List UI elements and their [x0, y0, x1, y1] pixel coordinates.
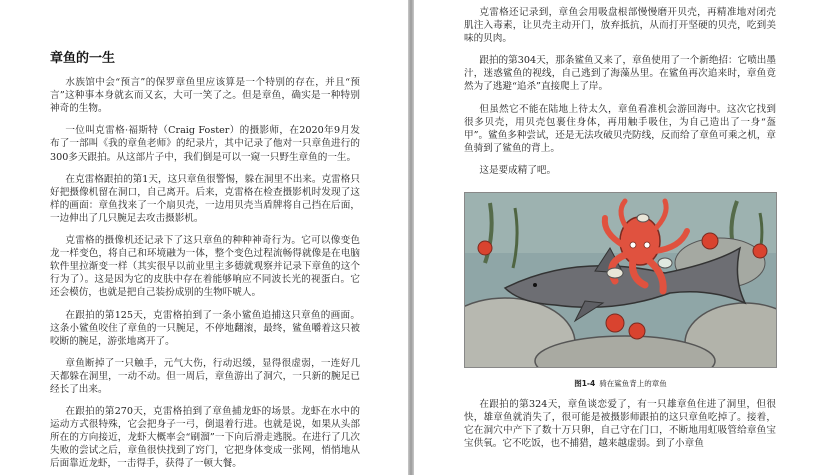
left-page: [0, 0, 408, 475]
paragraph: 在跟拍的第125天，克雷格拍到了一条小鲨鱼追捕这只章鱼的画面。这条小鲨鱼咬住了章鱼的一只腕足，不停地翻滚，最终，鲨鱼嚼着这只被咬断的腕足，游张地离开了。: [50, 309, 360, 347]
paragraph: 水族馆中会“预言”的保罗章鱼里应该算是一个特别的存在，并且“预言”这种事本身就玄而又玄，大可一笑了之。但是章鱼，确实是一种特别神奇的生物。: [50, 77, 360, 115]
paragraph: 在克雷格跟拍的第1天，这只章鱼很警惕，躲在洞里不出来。克雷格只好把摄像机留在洞口，自己离开。后来，克雷格在检查摄影机时发现了这样的画面：章鱼找来了一个扇贝壳，一边用贝壳当盾牌将自己挡在后面，一边伸出了几只腕足去攻击摄影机。: [50, 173, 360, 224]
right-page: [414, 0, 822, 475]
chapter-title: 章鱼的一生: [50, 51, 116, 66]
paragraph: 但虽然它不能在陆地上待太久，章鱼看准机会游回海中。这次它找到很多贝壳，用贝壳包裹住身体，再用触手吸住，为自己造出了一身“盔甲”。鲨鱼多种尝试，还是无法攻破贝壳防线，反而给了章鱼可乘之机，章鱼骑到了鲨鱼的背上。: [464, 103, 776, 154]
paragraph: 跟拍的第304天，那条鲨鱼又来了，章鱼使用了一个新绝招：它喷出墨汁，迷惑鲨鱼的视线，自己逃到了海藻丛里。在鲨鱼再次追来时，章鱼竟然为了逃避“追杀”直接爬上了岸。: [464, 55, 776, 93]
paragraph: 一位叫克雷格·福斯特（Craig Foster）的摄影师，在2020年9月发布了一部叫《我的章鱼老师》的纪录片，其中记录了他对一只章鱼进行的300多天跟拍。从这部片子中，我们倒是可以一窥一只野生章鱼的一生。: [50, 125, 360, 163]
paragraph: 在跟拍的第324天，章鱼谈恋爱了，有一只雄章鱼住进了洞里，但很快，雄章鱼就消失了，很可能是被摄影师跟拍的这只章鱼吃掉了。接着，它在洞穴中产下了数十万只卵，自己守在门口，不断地用虹吸管给章鱼宝宝供氧。它不吃饭，也不捕猎，越来越虚弱。到了小章鱼: [464, 399, 776, 450]
left-content: [50, 52, 360, 475]
paragraph: 这是要成精了吧。: [479, 164, 557, 176]
octopus-shark-illustration: [464, 192, 777, 368]
paragraph: 克雷格的摄像机还记录下了这只章鱼的种种神奇行为。它可以像变色龙一样变色，将自己和环境融为一体，整个变色过程流畅得就像是在电脑软件里拉渐变一样（其实很早以前业里主多德就观察并记录下章鱼的这个行为了）。这是因为它的皮肤中存在着能够响应不同波长光的视蛋白。它还会模仿，也就是把自己装扮成别的生物吓唬人。: [50, 235, 360, 299]
figure-number: 图1-4: [574, 379, 596, 388]
right-content-bottom: [464, 398, 776, 459]
figure-caption: [464, 378, 777, 389]
right-content-top: [464, 6, 776, 186]
paragraph: 在跟拍的第270天，克雷格拍到了章鱼捕龙虾的场景。龙虾在水中的运动方式很特殊，它会把身子一弓，倒退着行进。也就是说，如果从头部所在的方向接近，龙虾大概率会“刷溜”一下向后滑走逃脱。在进行了几次失败的尝试之后，章鱼很快找到了窍门，它把身体变成一张网，悄悄地从后面靠近龙虾，一击得手，获得了一顿大餐。: [50, 406, 360, 470]
figure-caption-text: 骑在鲨鱼背上的章鱼: [599, 379, 667, 388]
paragraph: 克雷格还记录到，章鱼会用吸盘根部慢慢磨开贝壳，再精准地对闭壳肌注入毒素，让贝壳主动开门，放弃抵抗，从而打开坚硬的贝壳，吃到美味的贝肉。: [464, 7, 776, 45]
paragraph: 章鱼断掉了一只触手，元气大伤，行动迟缓，显得很虚弱，一连好几天都躲在洞里，一动不动。但一周后，章鱼游出了洞穴，一只新的腕足已经长了出来。: [50, 357, 360, 395]
